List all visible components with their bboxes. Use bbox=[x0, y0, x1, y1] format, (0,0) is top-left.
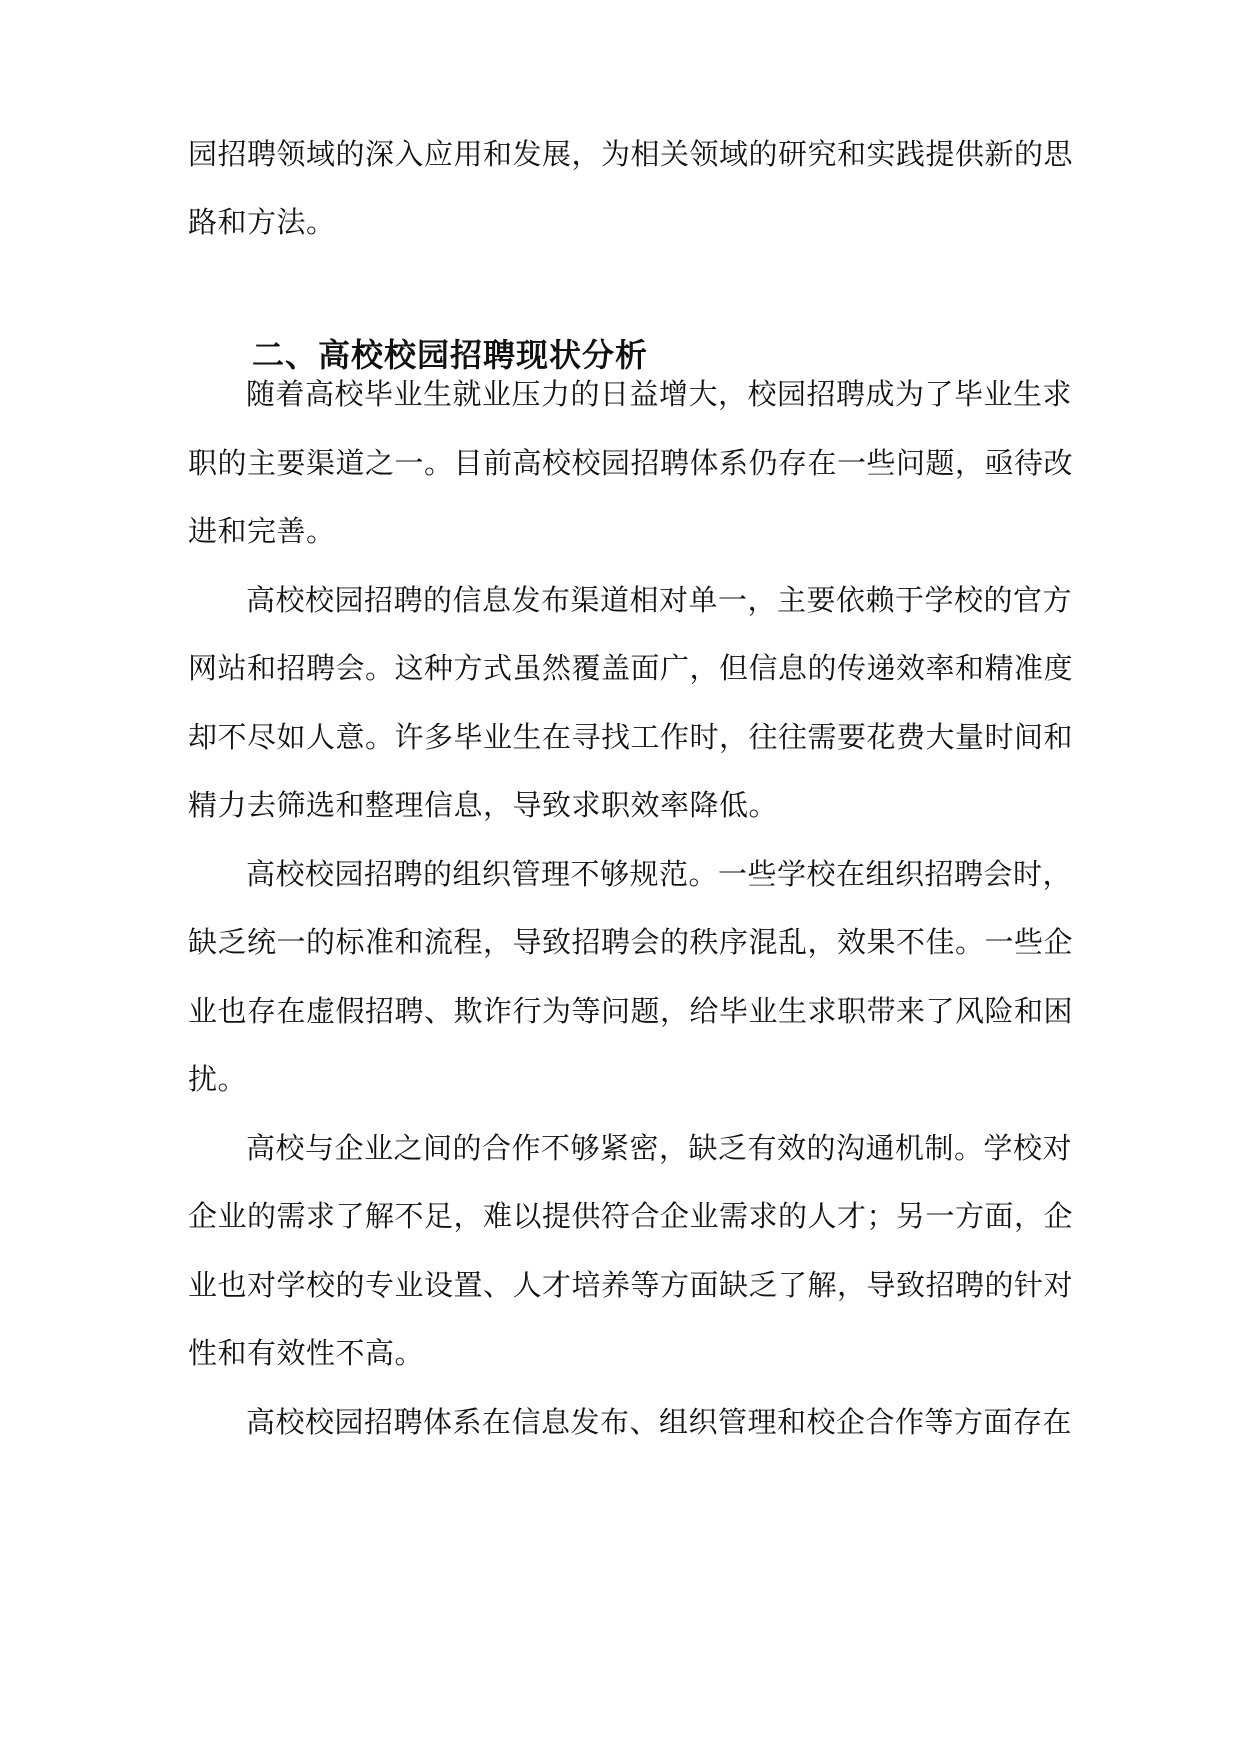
paragraph-line: 扰。 bbox=[188, 1062, 248, 1096]
paragraph-line: 高校与企业之间的合作不够紧密，缺乏有效的沟通机制。学校对 bbox=[246, 1131, 1073, 1165]
paragraph-line: 进和完善。 bbox=[188, 514, 336, 548]
section-heading: 二、高校校园招聘现状分析 bbox=[252, 336, 649, 374]
paragraph-line: 网站和招聘会。这种方式虽然覆盖面广，但信息的传递效率和精准度 bbox=[188, 651, 1074, 685]
paragraph-line: 业也存在虚假招聘、欺诈行为等问题，给毕业生求职带来了风险和困 bbox=[188, 994, 1074, 1028]
paragraph-line: 职的主要渠道之一。目前高校校园招聘体系仍存在一些问题，亟待改 bbox=[188, 446, 1074, 480]
paragraph-line: 缺乏统一的标准和流程，导致招聘会的秩序混乱，效果不佳。一些企 bbox=[188, 925, 1074, 959]
paragraph-line: 高校校园招聘的信息发布渠道相对单一，主要依赖于学校的官方 bbox=[246, 583, 1073, 617]
paragraph-line: 业也对学校的专业设置、人才培养等方面缺乏了解，导致招聘的针对 bbox=[188, 1268, 1074, 1302]
paragraph-line: 高校校园招聘体系在信息发布、组织管理和校企合作等方面存在 bbox=[246, 1405, 1073, 1439]
text-line: 园招聘领域的深入应用和发展，为相关领域的研究和实践提供新的思 bbox=[188, 137, 1074, 171]
paragraph-line: 精力去筛选和整理信息，导致求职效率降低。 bbox=[188, 788, 779, 822]
paragraph-line: 企业的需求了解不足，难以提供符合企业需求的人才；另一方面，企 bbox=[188, 1199, 1074, 1233]
paragraph-line: 却不尽如人意。许多毕业生在寻找工作时，往往需要花费大量时间和 bbox=[188, 720, 1074, 754]
paragraph-line: 高校校园招聘的组织管理不够规范。一些学校在组织招聘会时， bbox=[246, 857, 1073, 891]
paragraph-line: 性和有效性不高。 bbox=[188, 1336, 425, 1370]
paragraph-line: 随着高校毕业生就业压力的日益增大，校园招聘成为了毕业生求 bbox=[246, 377, 1073, 411]
text-line: 路和方法。 bbox=[188, 205, 336, 239]
